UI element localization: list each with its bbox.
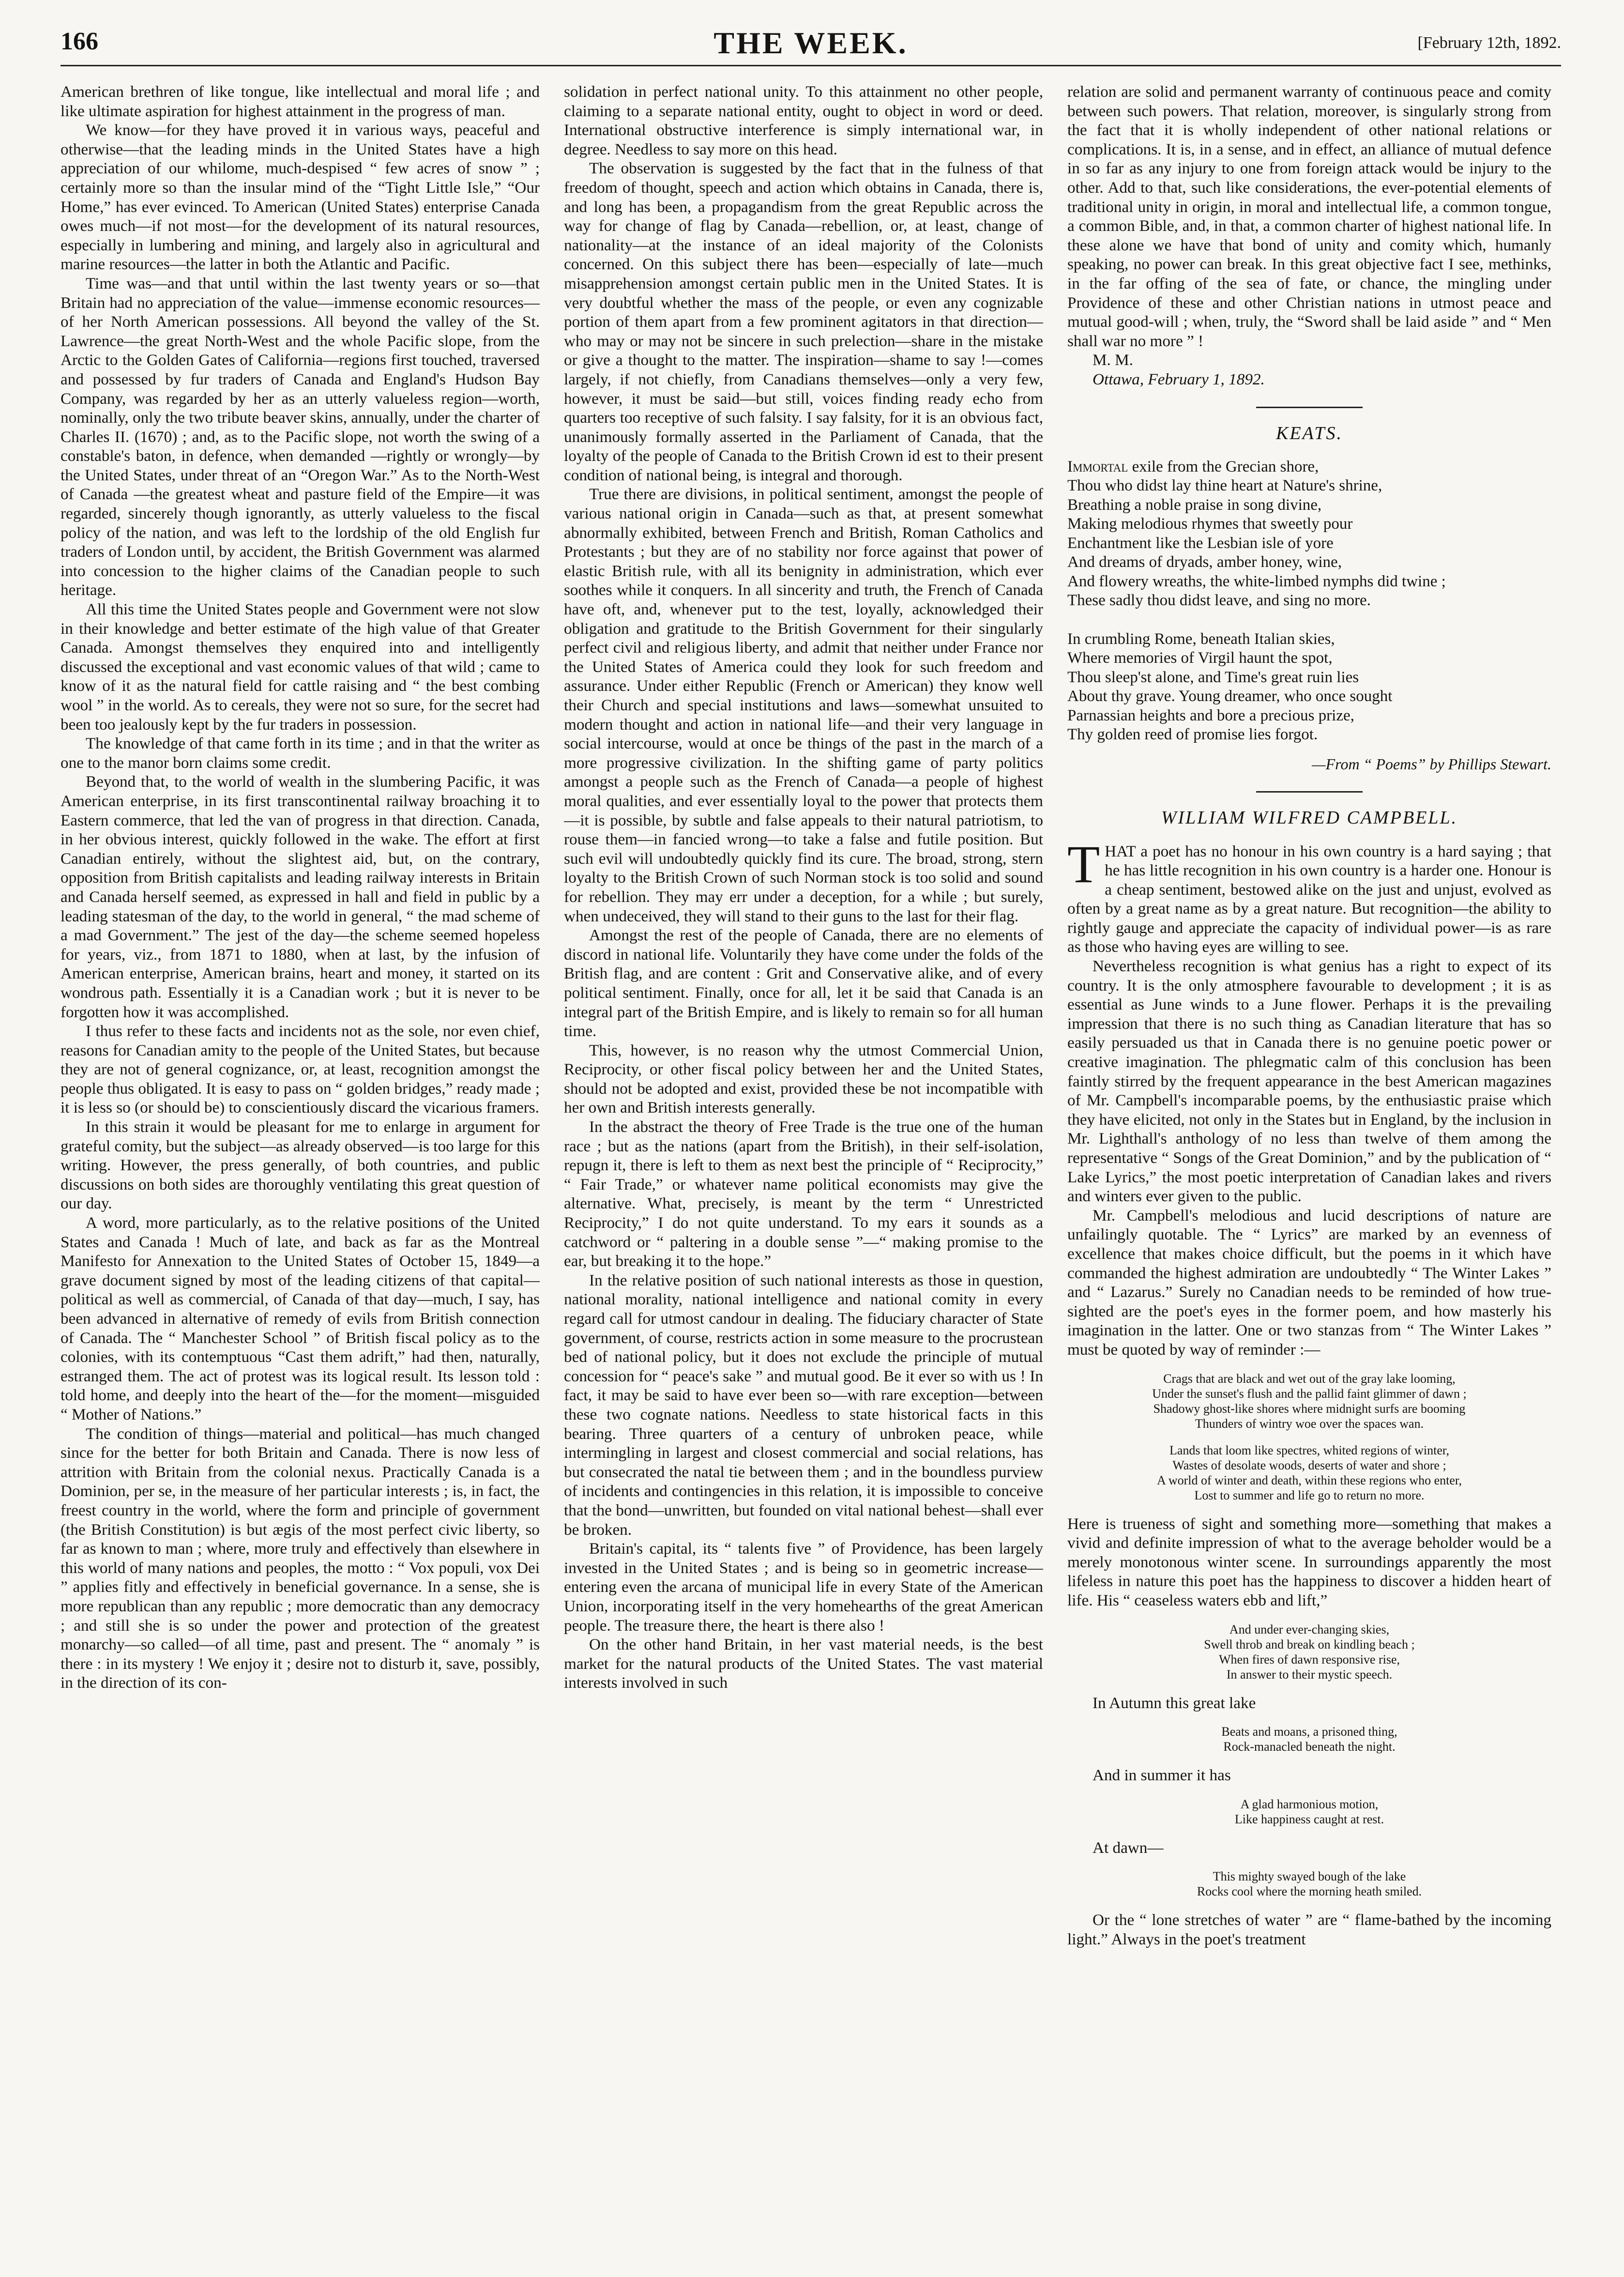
poem-line: And flowery wreaths, the white-limbed nymphs did twine ;: [1067, 572, 1446, 590]
quote-line: A glad harmonious motion,: [1240, 1797, 1379, 1811]
poem-line: Where memories of Virgil haunt the spot,: [1067, 649, 1333, 667]
verse-quote: [1067, 1443, 1551, 1503]
paragraph: Time was—and that until within the last twenty years or so—that Britain had no appreciation of the value—immense economic resources—of her North American possessions. All beyond the valley of the St. Lawrence—the great North-West and the whole Pacific slope, from the Arctic to the Golden Gates of California—regions first touched, traversed and possessed by fur traders of Canada and England's Hudson Bay Company, was regarded by her as an utterly valueless region—worth, nominally, only the two tribute beaver skins, annually, under the charter of Charles II. (1670) ; and, as to the Pacific slope, not worth the swing of a constable's baton, in defence, when demanded —rightly or wrongly—by the United States, under threat of an “Oregon War.” As to the North-West of Canada —the greatest wheat and pasture field of the Empire—it was regarded, sincerely though ignorantly, as utterly valueless to the fiscal policy of the nation, and was left to the lordship of the old English fur traders of London until, by accident, the British Government was alarmed into concession to the higher claims of the Canadian people to such heritage.: [61, 274, 540, 599]
paragraph: In the abstract the theory of Free Trade is the true one of the human race ; but as the nations (apart from the British), in their self-isolation, repugn it, there is left to them as next best the principle of “ Reciprocity,” “ Fair Trade,” or whatever name political economists may give the alternative. What, precisely, is meant by the term “ Unrestricted Reciprocity,” I do not quite understand. To my ears it sounds as a catchword or “ paltering in a double sense ”—“ making promise to the ear, but breaking it to the hope.”: [564, 1118, 1043, 1270]
quote-line: In answer to their mystic speech.: [1226, 1667, 1393, 1681]
poem-line: Thou sleep'st alone, and Time's great ruin lies: [1067, 668, 1359, 686]
paragraph: We know—for they have proved it in various ways, peaceful and otherwise—that the leading minds in the United States have a high appreciation of our whilome, much-despised “ few acres of snow ” ; certainly more so than the insular mind of the “Tight Little Isle,” “Our Home,” has ever evinced. To American (United States) enterprise Canada owes much—if not most—for the development of its natural resources, especially in lumbering and mining, and largely also in agricultural and marine resources—the latter in both the Atlantic and Pacific.: [61, 121, 540, 274]
quote-line: When fires of dawn responsive rise,: [1219, 1652, 1400, 1666]
paragraph: [1067, 834, 1551, 957]
quote-line: Wastes of desolate woods, deserts of water and shore ;: [1172, 1458, 1446, 1472]
verse-quote: [1067, 1371, 1551, 1431]
verse-quote: [1067, 1622, 1551, 1682]
lead-in-text: At dawn—: [1093, 1838, 1164, 1857]
quote-line: Shadowy ghost-like shores where midnight surfs are booming: [1153, 1401, 1466, 1416]
lead-in-text: In Autumn this great lake: [1093, 1694, 1256, 1712]
column-2: [564, 82, 1043, 2256]
poem-line: Enchantment like the Lesbian isle of yore: [1067, 534, 1334, 552]
poem-credit: —From “ Poems” by Phillips Stewart.: [1312, 755, 1551, 773]
quote-line: Like happiness caught at rest.: [1234, 1812, 1384, 1826]
paragraph: All this time the United States people and Government were not slow in their knowledge and better estimate of the high value of that Greater Canada. Amongst themselves they enquired into and intelligently discussed the exceptional and vast economic values of that wild ; came to know of it as the natural field for cattle raising and “ the best combing wool ” in the world. As to cereals, they were not so sure, for the secret had been too jealously kept by the fur traders in possession.: [61, 600, 540, 734]
lead-in-text: And in summer it has: [1093, 1766, 1231, 1785]
paragraph: Nevertheless recognition is what genius has a right to expect of its country. It is the only atmosphere favourable to development ; it is as essential as June winds to a June flower. Perhaps it is the prevailing impression that there is no such thing as Canadian literature that has so easily persuaded us that in Canada there is no genuine poetic power or creative imagination. The phlegmatic calm of this conclusion has been faintly stirred by the frequent appearance in the best American magazines of Mr. Campbell's incomparable poems, by the enthusiastic praise which they have elicited, not only in the States but in England, by the inclusion in Mr. Lighthall's anthology of no less than twelve of them among the representative “ Songs of the Great Dominion,” and by the publication of “ Lake Lyrics,” the most poetic interpretation of Canadian lakes and rivers and winters ever given to the public.: [1067, 957, 1551, 1206]
quote-line: And under ever-changing skies,: [1229, 1622, 1390, 1636]
poem-stanza-2: [1067, 630, 1551, 745]
poem-line: [1067, 458, 1551, 477]
page-header: [61, 25, 1561, 64]
quote-line: Lost to summer and life go to return no more.: [1194, 1488, 1425, 1502]
poem-line: About thy grave. Young dreamer, who once sought: [1067, 688, 1393, 705]
poem-line-text: exile from the Grecian shore,: [1128, 458, 1319, 475]
poem-title: KEATS.: [1276, 423, 1343, 443]
quote-line: Thunders of wintry woe over the spaces wan.: [1195, 1416, 1424, 1431]
page-number: 166: [61, 28, 98, 55]
poem-line: Breathing a noble praise in song divine,: [1067, 496, 1322, 514]
article-title: WILLIAM WILFRED CAMPBELL.: [1161, 807, 1458, 828]
paragraph: relation are solid and permanent warranty of continuous peace and comity between such powers. That relation, moreover, is singularly strong from the fact that it is wholly independent of other national relations or complications. It is, in a sense, and in effect, an alliance of mutual defence in so far as any injury to one from foreign attack would be injury to the other. Add to that, such like considerations, the ever-potential elements of traditional unity in origin, in moral and intellectual life, a common tongue, a common Bible, and, in that, a common charter of highest national life. In these alone we have that bond of unity and comity which, humanly speaking, no power can break. In this great objective fact I see, methinks, in the far offing of the sea of fate, or chance, the mingling under Providence of these and other Christian nations in utmost peace and mutual good-will ; when, truly, the “Sword shall be laid aside ” and “ Men shall war no more ” !: [1067, 83, 1551, 350]
paragraph: Or the “ lone stretches of water ” are “ flame-bathed by the incoming light.” Always in the poet's treatment: [1067, 1911, 1551, 1948]
paragraph: In this strain it would be pleasant for me to enlarge in argument for grateful comity, but the subject—as already observed—is too large for this writing. However, the press generally, of both countries, and public discussions on both sides are thoroughly ventilating this great question of our day.: [61, 1118, 540, 1213]
paragraph: solidation in perfect national unity. To this attainment no other people, claiming to a separate national entity, ought to object in word or deed. International obstructive interference is simply international war, in degree. Needless to say more on this head.: [564, 83, 1043, 158]
paragraph: The observation is suggested by the fact that in the fulness of that freedom of thought, speech and action which obtains in Canada, there is, and long has been, a propagandism from the great Republic across the way for change of flag by Canada—rebellion, or, at least, change of nationality—at the instance of an ideal majority of the Colonists concerned. On this subject there has been—especially of late—much misapprehension amongst certain public men in the United States. It is very doubtful whether the mass of the people, or even any cognizable portion of them apart from a few prominent agitators in that direction—who may or may not be sincere in such prelection—share in the mistake or give a thought to the matter. The inspiration—shame to say !—comes largely, if not chiefly, from Canadians themselves—only a very few, however, it must be said—but still, voices finding ready echo from quarters too receptive of such falsity. I say falsity, for it is an obvious fact, unanimously formally asserted in the Parliament of Canada, that the loyalty of the people of Canada to the British Crown id est to their present condition of national being, is integral and thorough.: [564, 159, 1043, 484]
paragraph: Beyond that, to the world of wealth in the slumbering Pacific, it was American enterprise, in its first transcontinental railway broaching it to Eastern commerce, that led the van of progress in that direction. Canada, in her obvious interest, quickly followed in the wake. The effort at first Canadian entirely, without the slightest aid, but, on the contrary, opposition from British capitalists and leading railway interests in Britain and Canada herself seemed, as expressed in hall and field in public by a leading statesman of the day, to the world in general, “ the mad scheme of a mad Government.” The jest of the day—the scheme seemed hopeless for years, viz., from 1871 to 1880, when at last, by the infusion of American enterprise, American brains, heart and money, it started on its wondrous path. Essentially it is a Canadian work ; but it is never to be forgotten how it was accomplished.: [61, 773, 540, 1021]
quote-line: Swell throb and break on kindling beach ;: [1204, 1637, 1415, 1651]
verse-quote: [1067, 1869, 1551, 1899]
poem-line: Making melodious rhymes that sweetly pour: [1067, 515, 1353, 533]
poem-stanza-1: [1067, 458, 1551, 611]
poem-line: Thy golden reed of promise lies forgot.: [1067, 726, 1318, 743]
quote-line: Lands that loom like spectres, whited regions of winter,: [1169, 1443, 1450, 1457]
paragraph: Mr. Campbell's melodious and lucid descriptions of nature are unfailingly quotable. The “ Lyrics” are marked by an evenness of excellence that makes choice difficult, but the poems in it which have commanded the highest admiration are undoubtedly “ The Winter Lakes ” and “ Lazarus.” Surely no Canadian needs to be reminded of how true-sighted are the poet's eyes in the former poem, and how masterly his imagination in the latter. One or two stanzas from “ The Winter Lakes ” must be quoted by way of reminder :—: [1067, 1206, 1551, 1359]
quote-line: Crags that are black and wet out of the gray lake looming,: [1163, 1371, 1456, 1386]
quote-line: Under the sunset's flush and the pallid faint glimmer of dawn ;: [1152, 1386, 1467, 1401]
header-rule: [61, 65, 1561, 66]
masthead: THE WEEK.: [713, 26, 908, 60]
author-signature: M. M.: [1093, 351, 1133, 369]
paragraph: This, however, is no reason why the utmost Commercial Union, Reciprocity, or other fiscal policy between her and the United States, should not be adopted and exist, provided these be not incompatible with her own and British interests generally.: [564, 1041, 1043, 1117]
verse-quote: [1067, 1797, 1551, 1827]
quote-line: A world of winter and death, within these regions who enter,: [1156, 1473, 1462, 1487]
paragraph: Amongst the rest of the people of Canada, there are no elements of discord in national life. Voluntarily they have come under the folds of the British flag, and are content : Grit and Conservative alike, and of every political sentiment. Finally, once for all, let it be said that Canada is an integral part of the British Empire, and is likely to remain so for all human time.: [564, 926, 1043, 1040]
dateline: Ottawa, February 1, 1892.: [1093, 370, 1265, 388]
issue-date: [February 12th, 1892.: [1417, 34, 1561, 52]
quote-line: Beats and moans, a prisoned thing,: [1221, 1725, 1397, 1739]
poem-line: In crumbling Rome, beneath Italian skies,: [1067, 630, 1335, 648]
paragraph: On the other hand Britain, in her vast material needs, is the best market for the natural products of the United States. The vast material interests involved in such: [564, 1635, 1043, 1692]
paragraph-text: HAT a poet has no honour in his own country is a hard saying ; that he has little recognition in his own country is a harder one. Honour is a cheap sentiment, bestowed alike on the just and unjust, evolved as often by a great name as by a great nature. But recognition—the ability to rightly gauge and appreciate the capacity of individual power—is as rare as those who having eyes are willing to see.: [1067, 842, 1551, 956]
section-divider: [1256, 791, 1363, 793]
drop-cap: T: [1067, 834, 1100, 894]
paragraph: The knowledge of that came forth in its time ; and in that the writer as one to the manor born claims some credit.: [61, 734, 540, 772]
paragraph: Britain's capital, its “ talents five ” of Providence, has been largely invested in the United States ; and is being so in geometric increase—entering even the arcana of municipal life in every State of the American Union, incorporating itself in the very homehearths of the great American people. The treasure there, the heart is there also !: [564, 1540, 1043, 1635]
quote-line: Rock-manacled beneath the night.: [1223, 1740, 1396, 1754]
paragraph: I thus refer to these facts and incidents not as the sole, nor even chief, reasons for Canadian amity to the people of the United States, but because they are not of general cognizance, or, at least, recognition amongst the people thus obligated. It is easy to pass on “ golden bridges,” ready made ; it is less so (or should be) to conscientiously discard the vicarious framers.: [61, 1022, 540, 1117]
column-1: [61, 82, 540, 2256]
verse-quote: [1067, 1724, 1551, 1754]
poem-line: Parnassian heights and bore a precious prize,: [1067, 706, 1354, 724]
poem-first-word: Immortal: [1067, 458, 1128, 475]
column-3: [1067, 82, 1551, 2256]
paragraph: Here is trueness of sight and something more—something that makes a vivid and definite impression of what to the average beholder would be a merely monotonous winter scene. In surroundings apparently the most lifeless in nature this poet has the happiness to discover a hidden heart of life. His “ ceaseless waters ebb and lift,”: [1067, 1514, 1551, 1609]
paragraph: True there are divisions, in political sentiment, amongst the people of various national origin in Canada—such as that, at present somewhat abnormally exhibited, between French and British, Roman Catholics and Protestants ; but they are of no stability nor force against that power of elastic British rule, with all its benignity in administration, which ever soothes while it conquers. In all sincerity and truth, the French of Canada have oft, and, whenever put to the test, loyally, acknowledged their obligation and gratitude to the British Government for their singularly perfect civil and religious liberty, and admit that neither under France nor the United States of America could they look for such freedom and assurance. Under either Republic (French or American) they know well their Church and special institutions and laws—somewhat unsuited to modern thought and action in national life—and their very language in social intercourse, would at once be things of the past in the march of a more progressive civilization. In the shifting game of party politics amongst a people such as the French of Canada—a people of highest moral qualities, and ever essentially loyal to the power that protects them—it is possible, by subtle and false appeals to their natural patriotism, to rouse them—in fancied wrong—to take a false and futile position. But such evil will undoubtedly quickly find its cure. The broad, strong, stern loyalty to the British Crown of such Norman stock is too solid and sound for rebellion. They may err under a deception, for a while ; but surely, when undeceived, they will stand to their guns to the last for their flag.: [564, 485, 1043, 925]
poem-line: And dreams of dryads, amber honey, wine,: [1067, 553, 1342, 571]
paragraph: In the relative position of such national interests as those in question, national morality, national intelligence and national comity in every regard call for utmost candour in dealing. The fiduciary character of State government, of course, restricts action in some measure to the procrustean bed of national policy, but it does not exclude the principle of mutual concession for “ peace's sake ” and mutual good. Be it ever so with us ! In fact, it may be said to have ever been so—with rare exception—between these two cognate nations. Needless to state historical facts in this bearing. Three quarters of a century of unbroken peace, while intermingling in largest and closest commercial and social relations, has but consecrated the natal tie between them ; and in the boundless purview of incidents and contingencies in this relation, it is impossible to conceive that the bond—unwritten, but founded on vital national behest—shall ever be broken.: [564, 1271, 1043, 1539]
paragraph: American brethren of like tongue, like intellectual and moral life ; and like ultimate aspiration for highest attainment in the progress of man.: [61, 83, 540, 120]
poem-line: Thou who didst lay thine heart at Nature's shrine,: [1067, 477, 1382, 494]
poem-line: These sadly thou didst leave, and sing no more.: [1067, 592, 1371, 609]
paragraph: A word, more particularly, as to the relative positions of the United States and Canada ! Much of late, and back as far as the Montreal Manifesto for Annexation to the United States of October 15, 1849—a grave document signed by most of the leading citizens of that capital—political as well as commercial, of Canada of that day—much, I say, has been advanced in alternative of remedy of evils from British connection of Canada. The “ Manchester School ” of British fiscal policy as to the colonies, with its contemptuous “Cast them adrift,” had then, naturally, estranged them. The act of protest was its logical result. Its lesson told : told home, and deeply into the heart of the—for the moment—misguided “ Mother of Nations.”: [61, 1214, 540, 1423]
quote-line: Rocks cool where the morning heath smiled.: [1197, 1884, 1422, 1899]
section-divider: [1256, 407, 1363, 408]
paragraph: The condition of things—material and political—has much changed since for the better for both Britain and Canada. There is now less of attrition with Britain from the colonial nexus. Practically Canada is a Dominion, per se, in the measure of her particular interests ; is, in fact, the freest country in the world, where the form and principle of government (the British Constitution) is but ægis of the most perfect civic liberty, so far as known to man ; where, more truly and effectively than elsewhere in this world of many nations and peoples, the motto : “ Vox populi, vox Dei ” applies fitly and effectively in beneficial governance. In a sense, she is more republican than any republic ; more democratic than any democracy ; and still she is so under the power and protection of the greatest monarchy—so called—of all time, past and present. The “ anomaly ” is there : in its mystery ! We enjoy it ; desire not to disturb it, save, possibly, in the direction of its con-: [61, 1424, 540, 1692]
quote-line: This mighty swayed bough of the lake: [1213, 1869, 1406, 1884]
